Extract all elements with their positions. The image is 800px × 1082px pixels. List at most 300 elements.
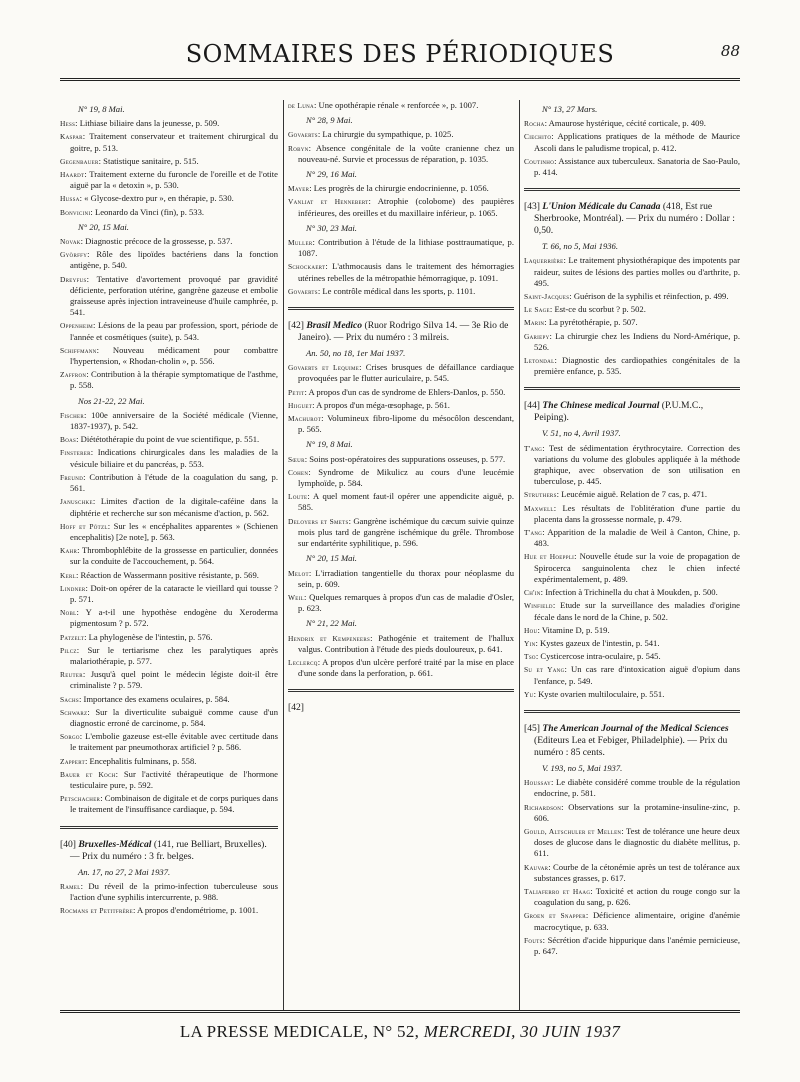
journal-heading bbox=[524, 400, 740, 424]
article-author: Le Sage bbox=[524, 305, 550, 315]
journal-info: (Editeurs Lea et Febiger, Philadelphie). — Prix du numéro : 85 cents. bbox=[534, 734, 728, 758]
article-author: Kauvar bbox=[524, 862, 549, 872]
article-author: Letondal bbox=[524, 356, 555, 366]
article-title: : Les progrès de la chirurgie endocrinienne, p. 1056. bbox=[309, 183, 489, 194]
journal-number: [42] bbox=[288, 702, 304, 714]
journal-info: (418, Est rue Sherbrooke, Montréal). — Prix du numéro : Dollar : 0,50. bbox=[534, 201, 735, 237]
article-title: : A propos d'endométriome, p. 1001. bbox=[132, 905, 259, 916]
article-author: Finsterer bbox=[60, 448, 91, 458]
article-entry bbox=[60, 756, 278, 767]
article-entry bbox=[60, 447, 278, 469]
article-title: : Réaction de Wassermann positive résistante, p. 569. bbox=[75, 569, 259, 580]
article-entry bbox=[60, 645, 278, 667]
article-author: Pilcz bbox=[60, 645, 77, 655]
page-title: SOMMAIRES DES PÉRIODIQUES bbox=[185, 40, 615, 68]
article-entry bbox=[288, 362, 514, 384]
article-title: : Amaurose hystérique, cécité corticale, p. 409. bbox=[544, 118, 706, 129]
article-title: : Absence congénitale de la voûte cranienne chez un nouveau-né. Survie et processus de réparation, p. 1035. bbox=[298, 142, 514, 164]
article-entry bbox=[60, 369, 278, 391]
article-entry bbox=[288, 467, 514, 489]
article-title: : Guérison de la syphilis et réinfection, p. 499. bbox=[569, 291, 729, 302]
article-entry bbox=[60, 320, 278, 342]
article-title: : Thrombophlébite de la grossesse en particulier, données sur la conduite de l'accouchement, p. 564. bbox=[70, 545, 278, 567]
article-title: : Cysticercose intra-oculaire, p. 545. bbox=[535, 651, 661, 662]
article-entry bbox=[60, 410, 278, 432]
issue-heading: An. 50, no 18, 1er Mai 1937. bbox=[306, 348, 406, 359]
journal-number: [45] bbox=[524, 722, 540, 734]
journal-info: (Ruor Rodrigo Silva 14. — 3e Rio de Janeiro). — Prix du numéro : 3 milreis. bbox=[298, 320, 509, 344]
section-separator bbox=[524, 387, 740, 390]
article-author: Schwarz bbox=[60, 707, 88, 717]
entry-list bbox=[524, 777, 740, 957]
article-title: : Limites d'action de la digitale-caféine dans la diphtérie et recherche sur son mécanisme d'action, p. 562. bbox=[70, 496, 278, 518]
article-author: Saint-Jacques bbox=[524, 292, 570, 302]
article-author: Sorgo bbox=[60, 732, 80, 742]
article-author: Gariepy bbox=[524, 331, 550, 341]
article-title: : Déficience alimentaire, origine d'anémie macrocytique, p. 633. bbox=[534, 910, 740, 932]
article-author: Yin bbox=[524, 638, 536, 648]
article-entry bbox=[524, 118, 740, 129]
article-author: de Luna bbox=[288, 101, 314, 110]
issue-heading: N° 19, 8 Mai. bbox=[306, 439, 353, 450]
entry-list bbox=[60, 410, 278, 816]
article-title: : A propos d'un cas de syndrome de Ehlers-Danlos, p. 550. bbox=[304, 386, 506, 397]
article-title: : Vitamine D, p. 519. bbox=[537, 624, 610, 635]
article-entry bbox=[288, 387, 514, 398]
article-entry bbox=[60, 472, 278, 494]
article-entry bbox=[288, 143, 514, 165]
article-author: Kerl bbox=[60, 570, 76, 580]
article-author: Gould, Altschuler et Mellen bbox=[524, 826, 622, 836]
article-entry bbox=[60, 521, 278, 543]
article-title: : Diagnostic des cardiopathies congénitales de la première enfance, p. 535. bbox=[534, 355, 740, 377]
article-title: : Lésions de la peau par profession, sport, période de l'année et cosmétiques (suite), p. 543. bbox=[70, 320, 278, 342]
article-author: Sachs bbox=[60, 694, 79, 704]
article-title: : Combinaison de digitale et de corps puriques dans le traitement de l'insuffisance cardiaque, p. 594. bbox=[70, 793, 278, 815]
article-title: : Lithiase biliaire dans la jeunesse, p. 509. bbox=[75, 118, 220, 129]
article-author: Hoff et Pötzl bbox=[60, 521, 108, 531]
article-entry bbox=[524, 156, 740, 178]
article-entry bbox=[524, 587, 740, 598]
article-author: Marin bbox=[524, 318, 545, 328]
issue-heading: N° 19, 8 Mai. bbox=[78, 104, 125, 114]
article-author: Taliaferro et Haag bbox=[524, 886, 591, 896]
journal-name: L'Union Médicale du Canada bbox=[542, 201, 661, 213]
article-author: Leclercq bbox=[288, 657, 318, 667]
article-entry bbox=[524, 527, 740, 549]
footer-date: MERCREDI, 30 JUIN 1937 bbox=[423, 1022, 621, 1041]
article-author: Groen et Snapper bbox=[524, 911, 586, 921]
page-footer bbox=[60, 1022, 740, 1042]
article-title: : Tentative d'avortement provoqué par gravidité déficiente, perforation utérine, gangrène gazeuse et embolie graisseuse après injection intraveineuse d'huile camphrée, p. 541. bbox=[70, 273, 278, 318]
article-title: : Test de sédimentation érythrocytaire. Correction des variations du volume des globules appliquée à la méthode graphique, avec observation de son utilisation en tuberculose, p. 445. bbox=[534, 442, 740, 487]
article-author: Machurot bbox=[288, 414, 322, 424]
article-author: Maxwell bbox=[524, 503, 554, 513]
article-title: : Assistance aux tuberculeux. Sanatoria de Sao-Paulo, p. 414. bbox=[534, 155, 740, 178]
article-title: : Leucémie aiguë. Relation de 7 cas, p. 471. bbox=[556, 489, 707, 500]
article-author: Hou bbox=[524, 625, 538, 635]
entry-list bbox=[524, 118, 740, 178]
article-author: Bauer et Koch bbox=[60, 769, 116, 779]
article-title: : Le contrôle médical dans les sports, p. 1101. bbox=[317, 285, 476, 296]
article-title: : Les résultats de l'oblitération d'une partie du placenta dans la grossesse normale, p. 479. bbox=[534, 502, 740, 524]
section-separator bbox=[288, 307, 514, 310]
article-entry bbox=[60, 881, 278, 903]
journal-info: (P.U.M.C., Peiping). bbox=[534, 400, 704, 424]
section-separator bbox=[524, 710, 740, 713]
article-author: Ciechito bbox=[524, 132, 552, 142]
article-title: : Encephalitis fulminans, p. 558. bbox=[84, 755, 197, 766]
article-title: : A propos d'un ulcère perforé traité par la mise en place d'une sonde dans la perforation, p. 661. bbox=[298, 656, 514, 679]
issue-heading: N° 21, 22 Mai. bbox=[306, 618, 357, 629]
article-entry bbox=[288, 568, 514, 590]
journal-name: Bruxelles-Médical bbox=[78, 838, 152, 850]
article-title: : Kystes gazeux de l'intestin, p. 541. bbox=[535, 637, 660, 648]
article-title: : Sur l'activité thérapeutique de l'hormone testiculaire pure, p. 592. bbox=[70, 768, 278, 790]
article-entry bbox=[524, 443, 740, 488]
article-title: : Diagnostic précoce de la grossesse, p. 537. bbox=[80, 236, 233, 247]
issue-heading: N° 28, 9 Mai. bbox=[306, 115, 353, 126]
article-title: : Importance des examens oculaires, p. 584. bbox=[78, 693, 230, 704]
article-author: Deloyers et Smets bbox=[288, 516, 349, 526]
article-author: Robyn bbox=[288, 143, 309, 153]
section-separator bbox=[60, 826, 278, 829]
article-author: Ch'in bbox=[524, 588, 541, 598]
article-author: Tso bbox=[524, 652, 536, 662]
article-entry bbox=[60, 731, 278, 753]
article-title: : Le diabète considéré comme trouble de la régulation endocrine, p. 581. bbox=[534, 777, 740, 799]
footer-rule bbox=[60, 1010, 740, 1013]
article-author: Lindner bbox=[60, 583, 86, 593]
column-divider bbox=[283, 100, 284, 1010]
article-author: Petschacher bbox=[60, 794, 101, 804]
article-title: : Apparition de la maladie de Weil à Canton, Chine, p. 483. bbox=[534, 527, 740, 549]
article-title: : L'embolie gazeuse est-elle évitable avec certitude dans le traitement par pneumothorax artificiel ? p. 586. bbox=[70, 731, 278, 753]
entry-list bbox=[524, 255, 740, 377]
article-entry bbox=[60, 583, 278, 605]
journal-number: [44] bbox=[524, 400, 540, 412]
article-author: Oppenheim bbox=[60, 321, 94, 331]
article-author: T'ang bbox=[524, 528, 543, 538]
article-entry bbox=[288, 657, 514, 679]
article-title: : Y a-t-il une hypothèse endogène du Xeroderma pigmentosum ? p. 572. bbox=[70, 607, 278, 629]
page-number: 88 bbox=[720, 42, 740, 60]
issue-heading: N° 20, 15 Mai. bbox=[306, 553, 357, 564]
article-author: Su et Yang bbox=[524, 665, 565, 675]
article-author: Kahr bbox=[60, 546, 78, 556]
article-author: Melot bbox=[288, 568, 309, 578]
article-title: : Sur la diverticulite subaiguë comme cause d'un diagnostic erroné de carcinome, p. 584. bbox=[70, 706, 278, 728]
article-entry bbox=[60, 118, 278, 129]
article-entry bbox=[60, 694, 278, 705]
issue-heading: N° 13, 27 Mars. bbox=[542, 104, 598, 114]
article-author: T'ang bbox=[524, 443, 543, 453]
article-entry bbox=[524, 651, 740, 662]
article-author: Fischer bbox=[60, 410, 84, 420]
article-title: : Quelques remarques à propos d'un cas de maladie d'Osler, p. 623. bbox=[298, 591, 514, 614]
article-author: Zaffron bbox=[60, 370, 87, 380]
article-author: Hendrix et Kempeneers bbox=[288, 633, 371, 643]
header-rule bbox=[60, 78, 740, 81]
article-title: : Sur le tertiarisme chez les paralytiques après malariothérapie, p. 577. bbox=[70, 644, 278, 666]
article-author: Kaspar bbox=[60, 132, 83, 142]
article-entry bbox=[288, 516, 514, 550]
article-title: : Test de tolérance une heure deux doses de glucose dans le diagnostic du diabète mellitus, p. 611. bbox=[534, 825, 740, 859]
article-title: : Contribution à l'étude de la coagulation du sang, p. 561. bbox=[70, 471, 278, 494]
article-author: Reuter bbox=[60, 670, 83, 680]
article-title: : La chirurgie du sympathique, p. 1025. bbox=[317, 129, 454, 140]
article-title: : Volumineux fibro-lipome du mésocôlon descendant, p. 565. bbox=[298, 413, 514, 435]
article-entry bbox=[60, 345, 278, 367]
article-author: Zappert bbox=[60, 756, 85, 766]
journal-number: [43] bbox=[524, 201, 540, 213]
article-entry bbox=[60, 793, 278, 815]
issue-heading: T. 66, no 5, Mai 1936. bbox=[542, 241, 618, 252]
article-author: Petit bbox=[288, 387, 305, 397]
article-title: : L'irradiation tangentielle du thorax pour néoplasme du sein, p. 609. bbox=[298, 567, 514, 589]
article-author: Govaerts bbox=[288, 286, 318, 296]
article-author: Patzelt bbox=[60, 632, 85, 642]
article-title: : A quel moment faut-il opérer une appendicite aiguë, p. 585. bbox=[298, 491, 514, 513]
article-entry bbox=[524, 886, 740, 908]
article-title: : Jusqu'à quel point le médecin légiste doit-il être criminaliste ? p. 579. bbox=[70, 669, 278, 691]
article-entry bbox=[288, 129, 514, 140]
article-title: : Soins post-opératoires des suppurations osseuses, p. 577. bbox=[304, 453, 506, 464]
issue-heading: N° 29, 16 Mai. bbox=[306, 169, 357, 180]
footer-text: LA PRESSE MEDICALE, N° 52, bbox=[179, 1022, 420, 1041]
article-title: : Du réveil de la primo-infection tuberculeuse sous l'action d'une syphilis intercurrente, p. 988. bbox=[70, 880, 278, 902]
article-title: : Une opothérapie rénale « renforcée », p. 1007. bbox=[313, 100, 479, 110]
article-entry bbox=[60, 193, 278, 204]
journal-heading bbox=[60, 839, 278, 863]
article-entry bbox=[524, 489, 740, 500]
article-title: : Contribution à la thérapie symptomatique de l'asthme, p. 558. bbox=[70, 369, 278, 391]
article-title: : Nouveau médicament pour combattre l'hypertension, « Rhodan-cholin », p. 556. bbox=[70, 344, 278, 367]
article-title: : Diététothérapie du point de vue scientifique, p. 551. bbox=[76, 434, 260, 445]
article-author: Govaerts et Lequime bbox=[288, 363, 360, 373]
article-title: : Kyste ovarien multiloculaire, p. 551. bbox=[533, 688, 665, 699]
entry-list bbox=[288, 129, 514, 165]
article-author: Hue et Hoeppli bbox=[524, 552, 575, 562]
article-entry bbox=[60, 236, 278, 247]
article-entry bbox=[288, 237, 514, 259]
section-separator bbox=[524, 188, 740, 191]
article-entry bbox=[288, 592, 514, 614]
article-title: : Contribution à l'étude de la lithiase posttraumatique, p. 1087. bbox=[298, 237, 514, 259]
article-entry bbox=[60, 207, 278, 218]
article-author: Schockaert bbox=[288, 262, 326, 272]
issue-heading: N° 30, 23 Mai. bbox=[306, 222, 357, 233]
article-author: Freund bbox=[60, 472, 84, 482]
article-title: : L'athmocausis dans le traitement des hémorragies utérines rebelles de la métropathie hémorragique, p. 1091. bbox=[298, 261, 514, 283]
article-author: Fouts bbox=[524, 935, 543, 945]
article-entry bbox=[288, 413, 514, 435]
article-author: Winfield bbox=[524, 601, 553, 611]
article-entry bbox=[288, 100, 514, 111]
article-author: Rocmans et Petitfrère bbox=[60, 906, 133, 916]
article-title: : Sécrétion d'acide hippurique dans l'anémie pernicieuse, p. 647. bbox=[534, 934, 740, 956]
article-entry bbox=[524, 331, 740, 353]
column-1 bbox=[60, 100, 278, 1010]
article-entry bbox=[60, 169, 278, 191]
article-title: : Est-ce du scorbut ? p. 502. bbox=[549, 304, 646, 315]
issue-heading: Nos 21-22, 22 Mai. bbox=[78, 395, 145, 406]
article-title: : La phylogenèse de l'intestin, p. 576. bbox=[84, 631, 213, 642]
article-title: : Atrophie (colobome) des paupières inférieures, des oreilles et du maxillaire inférieur, p. 1065. bbox=[298, 196, 514, 218]
article-author: Cohen bbox=[288, 467, 309, 477]
article-title: : Gangrène ischémique du cæcum suivie quinze mois plus tard de gangrène ischémique du grêle. Thrombose sur endartérite syphilitique, p. 596. bbox=[298, 515, 514, 549]
entry-list bbox=[60, 118, 278, 218]
article-title: : Infection à Trichinella du chat à Moukden, p. 500. bbox=[540, 587, 718, 598]
article-title: : Traitement conservateur et traitement chirurgical du goitre, p. 513. bbox=[70, 131, 278, 153]
article-title: : Nouvelle étude sur la voie de propagation de Spirocerca sanguinolenta chez le chien infecté expérimentalement, p. 489. bbox=[534, 551, 740, 584]
article-title: : Etude sur la surveillance des maladies d'origine fécale dans le nord de la Chine, p. 502. bbox=[534, 600, 740, 622]
article-title: : Indications chirurgicales dans les maladies de la vésicule biliaire et du pancréas, p. 553. bbox=[70, 447, 278, 469]
entry-list bbox=[60, 236, 278, 392]
article-entry bbox=[524, 862, 740, 884]
article-author: Loute bbox=[288, 492, 308, 502]
article-entry bbox=[60, 607, 278, 629]
article-author: Coutinho bbox=[524, 156, 555, 166]
article-entry bbox=[60, 434, 278, 445]
journal-number: [40] bbox=[60, 838, 76, 850]
article-entry bbox=[288, 454, 514, 465]
issue-heading: An. 17, no 27, 2 Mai 1937. bbox=[78, 866, 171, 877]
article-entry bbox=[60, 669, 278, 691]
journal-heading bbox=[288, 702, 514, 714]
article-author: Rocha bbox=[524, 119, 545, 129]
article-entry bbox=[524, 291, 740, 302]
journal-name: The Chinese medical Journal bbox=[542, 400, 660, 412]
article-entry bbox=[524, 503, 740, 525]
article-title: : Leonardo da Vinci (fin), p. 533. bbox=[90, 206, 205, 217]
article-author: Nobl bbox=[60, 608, 77, 618]
column-divider bbox=[519, 100, 520, 1010]
article-author: Hiiguet bbox=[288, 400, 313, 410]
article-title: : 100e anniversaire de la Société médicale (Vienne, 1837-1937), p. 542. bbox=[70, 409, 278, 432]
entry-list bbox=[524, 443, 740, 700]
article-entry bbox=[524, 664, 740, 686]
article-title: : Applications pratiques de la méthode de Maurice Ascoli dans le paludisme tropical, p. 412. bbox=[534, 131, 740, 153]
article-title: : Statistique sanitaire, p. 515. bbox=[98, 155, 199, 166]
article-entry bbox=[288, 196, 514, 218]
article-entry bbox=[60, 249, 278, 271]
article-entry bbox=[60, 496, 278, 518]
article-entry bbox=[288, 400, 514, 411]
article-title: : Toxicité et action du rouge congo sur la coagulation du sang, p. 626. bbox=[534, 885, 740, 908]
article-author: Vanliat et Hennebert bbox=[288, 197, 369, 207]
article-title: : La chirurgie chez les Indiens du Nord-Amérique, p. 526. bbox=[534, 330, 740, 352]
article-entry bbox=[60, 545, 278, 567]
article-entry bbox=[524, 131, 740, 153]
article-entry bbox=[524, 600, 740, 622]
article-entry bbox=[288, 183, 514, 194]
article-entry bbox=[524, 910, 740, 932]
article-entry bbox=[524, 355, 740, 377]
article-author: Weil bbox=[288, 592, 304, 602]
article-title: : Observations sur la protamine-insuline-zinc, p. 606. bbox=[534, 801, 740, 823]
article-entry bbox=[60, 274, 278, 319]
article-author: Ramel bbox=[60, 881, 81, 891]
article-entry bbox=[524, 802, 740, 824]
article-entry bbox=[60, 769, 278, 791]
article-entry bbox=[524, 638, 740, 649]
article-entry bbox=[60, 570, 278, 581]
entry-list bbox=[288, 237, 514, 297]
issue-heading: N° 20, 15 Mai. bbox=[78, 221, 129, 232]
section-separator bbox=[288, 689, 514, 692]
article-title: : Crises brusques de défaillance cardiaque provoquées par le flutter auriculaire, p. 545. bbox=[298, 362, 514, 384]
entry-list bbox=[288, 183, 514, 219]
journal-name: Brasil Medico bbox=[306, 320, 363, 332]
entry-list bbox=[288, 100, 514, 111]
article-title: : « Glycose-dextro pur », en thérapie, p. 530. bbox=[79, 193, 234, 204]
article-title: : A propos d'un méga-œsophage, p. 561. bbox=[312, 399, 450, 410]
article-title: : Un cas rare d'intoxication aiguë d'opium dans l'enfance, p. 549. bbox=[534, 664, 740, 686]
article-author: Schiffmann bbox=[60, 345, 97, 355]
article-title: : Rôle des lipoïdes bactériens dans la fonction antigène, p. 540. bbox=[70, 249, 278, 271]
article-entry bbox=[288, 286, 514, 297]
journal-info: (141, rue Belliart, Bruxelles). — Prix du numéro : 3 fr. belges. bbox=[70, 838, 267, 862]
journal-number: [42] bbox=[288, 320, 304, 332]
article-entry bbox=[288, 491, 514, 513]
column-2 bbox=[288, 100, 514, 1010]
article-title: : Traitement externe du furoncle de l'oreille et de l'otite aiguë par la « detoxin », p. 530. bbox=[70, 169, 278, 191]
article-entry bbox=[60, 156, 278, 167]
entry-list bbox=[60, 881, 278, 917]
issue-heading: V. 193, no 5, Mai 1937. bbox=[542, 762, 623, 773]
entry-list bbox=[288, 454, 514, 550]
article-entry bbox=[524, 777, 740, 799]
article-entry bbox=[60, 632, 278, 643]
article-entry bbox=[288, 633, 514, 655]
article-title: : Pathogénie et traitement de l'hallux valgus. Contribution à l'étude des pieds douloureux, p. 641. bbox=[298, 632, 514, 654]
article-author: Mayer bbox=[288, 184, 310, 194]
column-3 bbox=[524, 100, 740, 1010]
article-author: Laquerrière bbox=[524, 256, 564, 266]
article-author: Gegenbauer bbox=[60, 156, 99, 166]
article-author: Bonvicini bbox=[60, 207, 91, 217]
entry-list bbox=[288, 568, 514, 615]
article-author: Struthers bbox=[524, 490, 557, 500]
article-author: Houssay bbox=[524, 778, 551, 788]
journal-heading bbox=[288, 320, 514, 344]
article-author: Hussa bbox=[60, 194, 80, 204]
entry-list bbox=[288, 633, 514, 680]
article-author: Muller bbox=[288, 238, 313, 248]
issue-heading: V. 51, no 4, Avril 1937. bbox=[542, 428, 621, 439]
article-entry bbox=[524, 304, 740, 315]
article-entry bbox=[524, 826, 740, 860]
article-entry bbox=[524, 625, 740, 636]
entry-list bbox=[288, 362, 514, 435]
article-author: Govaerts bbox=[288, 130, 318, 140]
article-author: Sœur bbox=[288, 454, 305, 464]
article-entry bbox=[524, 551, 740, 585]
article-author: Novak bbox=[60, 237, 81, 247]
article-author: Györffy bbox=[60, 250, 88, 260]
article-entry bbox=[60, 131, 278, 153]
journal-heading bbox=[524, 201, 740, 237]
article-title: : Le traitement physiothérapique des impotents par raideur, suites de lésions des parties molles ou d'arthrite, p. 495. bbox=[534, 255, 740, 288]
article-entry bbox=[524, 255, 740, 289]
article-title: : Syndrome de Mikulicz au cours d'une leucémie lymphoïde, p. 584. bbox=[298, 466, 514, 489]
article-author: Richardson bbox=[524, 802, 562, 812]
article-entry bbox=[288, 261, 514, 283]
article-author: Boas bbox=[60, 435, 77, 445]
journal-heading bbox=[524, 723, 740, 759]
article-entry bbox=[524, 317, 740, 328]
